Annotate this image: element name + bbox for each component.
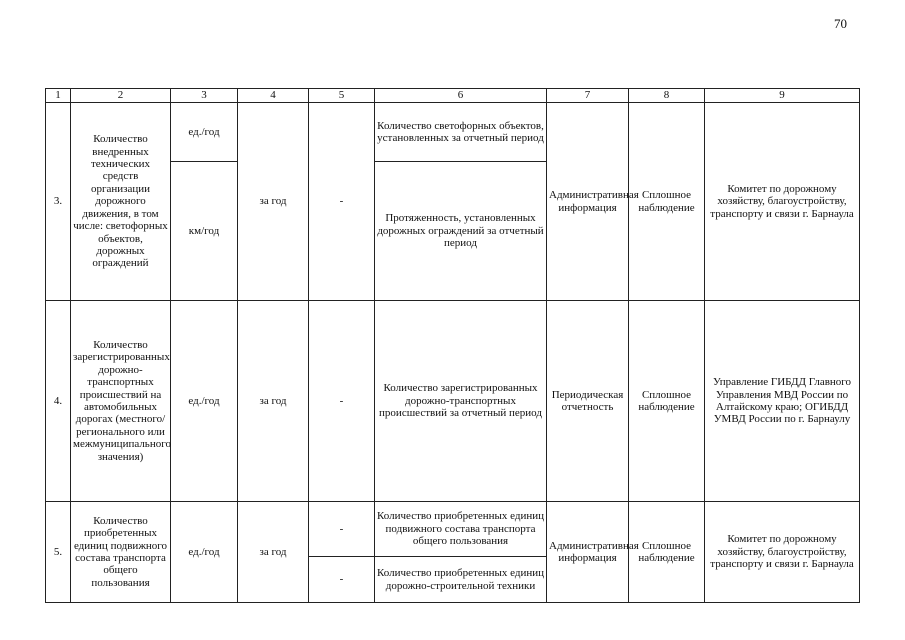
page-number: 70	[834, 16, 847, 31]
column-header: 3	[171, 89, 238, 103]
collection-method: Периодическая отчетность	[547, 301, 629, 502]
calculation: Количество приобретенных единиц дорожно-строительной техники	[375, 557, 547, 603]
periodicity: за год	[238, 301, 309, 502]
unit: ед./год	[171, 301, 238, 502]
indicator-name: Количество зарегистрированных дорожно-транспортных происшествий на автомобильных дорогах (местного/регионального или межмуниципального значения)	[71, 301, 171, 502]
row-number: 3.	[46, 103, 71, 301]
column-header: 4	[238, 89, 309, 103]
column-header: 6	[375, 89, 547, 103]
collection-method: Административная информация	[547, 502, 629, 603]
responsible-body: Управление ГИБДД Главного Управления МВД России по Алтайскому краю; ОГИБДД УМВД России по г. Барнаулу	[705, 301, 860, 502]
periodicity: за год	[238, 502, 309, 603]
collection-method: Административная информация	[547, 103, 629, 301]
row-number: 5.	[46, 502, 71, 603]
table-row	[46, 103, 860, 162]
calculation: Количество светофорных объектов, установленных за отчетный период	[375, 103, 547, 162]
unit: ед./год	[171, 502, 238, 603]
table-row	[46, 301, 860, 502]
observation-type: Сплошное наблюдение	[629, 502, 705, 603]
periodicity: за год	[238, 103, 309, 301]
column-header: 8	[629, 89, 705, 103]
col5-value: -	[309, 557, 375, 603]
observation-type: Сплошное наблюдение	[629, 103, 705, 301]
responsible-body: Комитет по дорожному хозяйству, благоустройству, транспорту и связи г. Барнаула	[705, 103, 860, 301]
column-header: 9	[705, 89, 860, 103]
column-header: 7	[547, 89, 629, 103]
col5-value: -	[309, 301, 375, 502]
column-header: 2	[71, 89, 171, 103]
calculation: Количество приобретенных единиц подвижного состава транспорта общего пользования	[375, 502, 547, 557]
indicator-name: Количество приобретенных единиц подвижного состава транспорта общего пользования	[71, 502, 171, 603]
column-header: 5	[309, 89, 375, 103]
unit: ед./год	[171, 103, 238, 162]
responsible-body: Комитет по дорожному хозяйству, благоустройству, транспорту и связи г. Барнаула	[705, 502, 860, 603]
indicators-table	[45, 88, 860, 603]
header-row	[46, 89, 860, 103]
calculation: Количество зарегистрированных дорожно-транспортных происшествий за отчетный период	[375, 301, 547, 502]
indicator-name: Количество внедренных технических средств организации дорожного движения, в том числе: светофорных объектов, дорожных ограждений	[71, 103, 171, 301]
observation-type: Сплошное наблюдение	[629, 301, 705, 502]
calculation: Протяженность, установленных дорожных ограждений за отчетный период	[375, 162, 547, 301]
table-row	[46, 502, 860, 557]
unit: км/год	[171, 162, 238, 301]
col5-value: -	[309, 502, 375, 557]
row-number: 4.	[46, 301, 71, 502]
column-header: 1	[46, 89, 71, 103]
col5-value: -	[309, 103, 375, 301]
